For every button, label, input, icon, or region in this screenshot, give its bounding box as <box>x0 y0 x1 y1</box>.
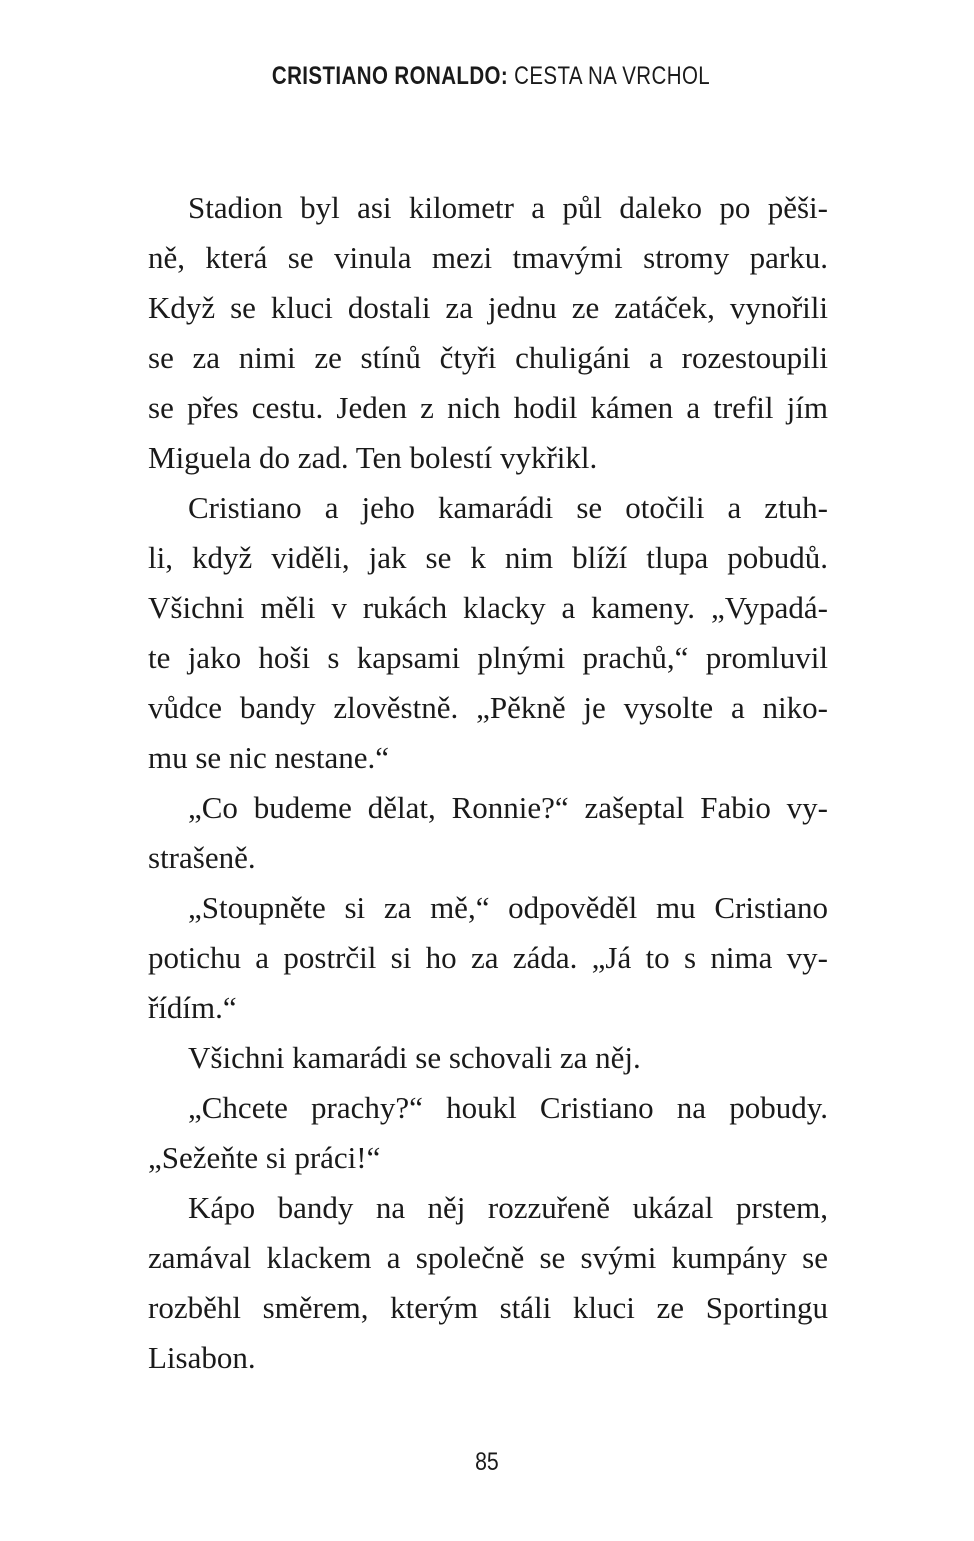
text-line: vůdce bandy zlověstně. „Pěkně je vysolte a niko- <box>148 690 828 725</box>
paragraph <box>148 483 828 783</box>
text-line: Lisabon. <box>148 1340 256 1375</box>
text-line: „Chcete prachy?“ houkl Cristiano na pobudy. <box>188 1090 828 1125</box>
text-line: Všichni měli v rukách klacky a kameny. „Vypadá- <box>148 590 828 625</box>
text-line: řídím.“ <box>148 990 237 1025</box>
text-line: potichu a postrčil si ho za záda. „Já to s nima vy- <box>148 940 828 975</box>
text-line: „Sežeňte si práci!“ <box>148 1140 381 1175</box>
running-head <box>0 62 974 91</box>
text-line: Kápo bandy na něj rozzuřeně ukázal prstem, <box>188 1190 828 1225</box>
text-line: li, když viděli, jak se k nim blíží tlupa pobudů. <box>148 540 828 575</box>
body-text <box>148 183 828 1383</box>
running-head-title: CESTA NA VRCHOL <box>507 62 710 90</box>
paragraph <box>148 1083 828 1183</box>
text-line: Miguela do zad. Ten bolestí vykřikl. <box>148 440 598 475</box>
paragraph <box>148 1033 828 1083</box>
text-line: te jako hoši s kapsami plnými prachů,“ promluvil <box>148 640 828 675</box>
text-line: se za nimi ze stínů čtyři chuligáni a rozestoupili <box>148 340 828 375</box>
text-line: mu se nic nestane.“ <box>148 740 390 775</box>
paragraph <box>148 183 828 483</box>
text-line: ně, která se vinula mezi tmavými stromy parku. <box>148 240 828 275</box>
paragraph <box>148 883 828 1033</box>
page-number-text: 85 <box>475 1448 499 1476</box>
text-line: Všichni kamarádi se schovali za něj. <box>188 1040 641 1075</box>
paragraph <box>148 1183 828 1383</box>
paragraph <box>148 783 828 883</box>
text-line: Stadion byl asi kilometr a půl daleko po pěši- <box>188 190 828 225</box>
text-line: rozběhl směrem, kterým stáli kluci ze Sportingu <box>148 1290 828 1325</box>
page-number <box>0 1448 974 1477</box>
text-line: „Co budeme dělat, Ronnie?“ zašeptal Fabio vy- <box>188 790 828 825</box>
text-line: zamával klackem a společně se svými kumpány se <box>148 1240 828 1275</box>
text-line: se přes cestu. Jeden z nich hodil kámen a trefil jím <box>148 390 828 425</box>
text-line: „Stoupněte si za mě,“ odpověděl mu Cristiano <box>188 890 828 925</box>
text-line: Když se kluci dostali za jednu ze zatáček, vynořili <box>148 290 828 325</box>
running-head-author: CRISTIANO RONALDO: <box>271 62 508 90</box>
text-line: Cristiano a jeho kamarádi se otočili a ztuh- <box>188 490 828 525</box>
text-line: strašeně. <box>148 840 256 875</box>
